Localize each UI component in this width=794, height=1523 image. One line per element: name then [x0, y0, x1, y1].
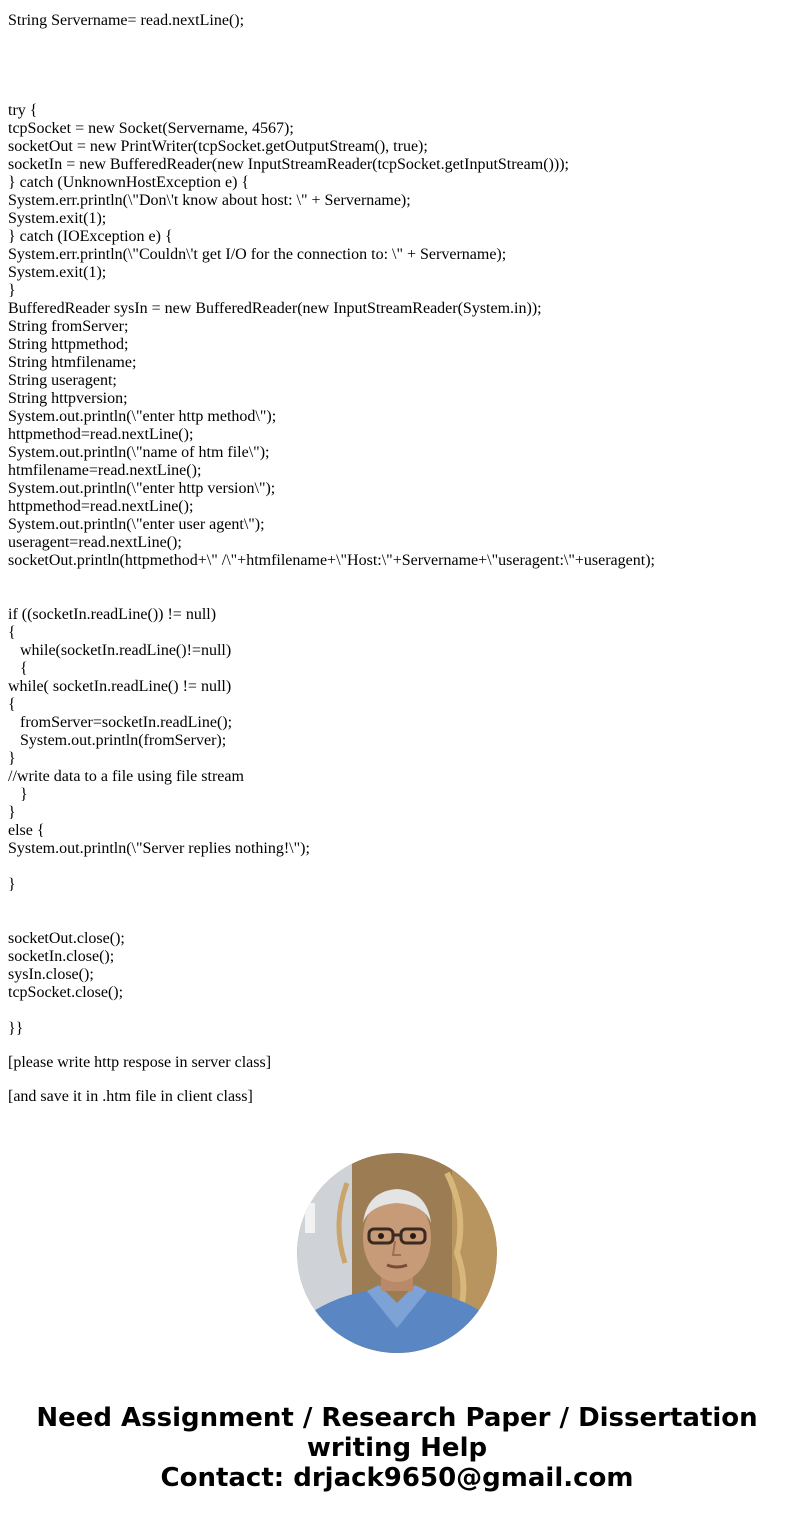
note-client: [and save it in .htm file in client class]: [8, 1088, 253, 1105]
blank-space: [8, 30, 786, 84]
code-line: tcpSocket = new Socket(Servername, 4567);: [8, 120, 294, 137]
blank-line: [8, 84, 786, 102]
code-line: System.out.println(\"Server replies nothing!\");: [8, 840, 310, 857]
code-block-if: [8, 606, 786, 894]
code-line: String htmfilename;: [8, 354, 137, 371]
code-line: {: [8, 696, 16, 713]
code-document: [8, 12, 786, 1106]
code-line: System.out.println(\"enter http method\");: [8, 408, 277, 425]
code-line: socketIn.close();: [8, 948, 115, 965]
avatar: [297, 1153, 497, 1353]
code-line: try {: [8, 102, 38, 119]
code-line: sysIn.close();: [8, 966, 94, 983]
code-line: useragent=read.nextLine();: [8, 534, 182, 551]
code-line: }: [8, 750, 16, 767]
code-line: }: [8, 876, 16, 893]
blank-space: [8, 570, 786, 606]
code-block-close: [8, 930, 786, 1038]
code-line: BufferedReader sysIn = new BufferedReader(new InputStreamReader(System.in));: [8, 300, 542, 317]
code-line: System.out.println(\"enter http version\");: [8, 480, 276, 497]
code-line: htmfilename=read.nextLine();: [8, 462, 202, 479]
code-line: {: [8, 624, 16, 641]
blank-space: [8, 1038, 786, 1054]
note-server: [please write http respose in server class]: [8, 1054, 272, 1071]
code-line: System.exit(1);: [8, 210, 107, 227]
footer-contact: [0, 1403, 794, 1493]
blank-space: [8, 1072, 786, 1088]
code-line-servername: String Servername= read.nextLine();: [8, 12, 245, 29]
code-line: }: [8, 282, 16, 299]
code-line: System.err.println(\"Don\'t know about host: \" + Servername);: [8, 192, 411, 209]
blank-line: [8, 1002, 786, 1020]
footer-line: Need Assignment / Research Paper / Dissertation: [36, 1403, 758, 1433]
code-line: tcpSocket.close();: [8, 984, 124, 1001]
code-line: while(socketIn.readLine()!=null): [8, 642, 232, 659]
code-line: String httpversion;: [8, 390, 128, 407]
code-line: else {: [8, 822, 45, 839]
code-line: socketOut = new PrintWriter(tcpSocket.getOutputStream(), true);: [8, 138, 428, 155]
code-line: System.err.println(\"Couldn\'t get I/O for the connection to: \" + Servername);: [8, 246, 507, 263]
code-line: fromServer=socketIn.readLine();: [8, 714, 233, 731]
code-line: socketOut.println(httpmethod+\" /\"+htmfilename+\"Host:\"+Servername+\"useragent:\"+useragent);: [8, 552, 655, 569]
code-line: System.out.println(fromServer);: [8, 732, 227, 749]
code-line: } catch (UnknownHostException e) {: [8, 174, 250, 191]
code-line: System.exit(1);: [8, 264, 107, 281]
code-line: socketOut.close();: [8, 930, 125, 947]
code-line: {: [8, 660, 28, 677]
code-line-final-brace: }}: [8, 1020, 24, 1037]
code-line: System.out.println(\"enter user agent\");: [8, 516, 265, 533]
code-line: } catch (IOException e) {: [8, 228, 173, 245]
code-line: socketIn = new BufferedReader(new InputStreamReader(tcpSocket.getInputStream()));: [8, 156, 569, 173]
blank-space: [8, 894, 786, 930]
code-comment: //write data to a file using file stream: [8, 768, 244, 785]
code-line: httpmethod=read.nextLine();: [8, 498, 194, 515]
code-block-try: [8, 102, 786, 570]
code-line: String useragent;: [8, 372, 117, 389]
code-line: httpmethod=read.nextLine();: [8, 426, 194, 443]
blank-line: [8, 858, 786, 876]
code-line: }: [8, 786, 28, 803]
footer-line: writing Help: [306, 1433, 488, 1463]
code-line: System.out.println(\"name of htm file\");: [8, 444, 270, 461]
code-line: }: [8, 804, 16, 821]
portrait-photo: [297, 1153, 497, 1353]
code-line: if ((socketIn.readLine()) != null): [8, 606, 217, 623]
code-line: String httpmethod;: [8, 336, 129, 353]
contact-email: Contact: drjack9650@gmail.com: [160, 1463, 634, 1493]
code-line: String fromServer;: [8, 318, 129, 335]
code-line: while( socketIn.readLine() != null): [8, 678, 232, 695]
